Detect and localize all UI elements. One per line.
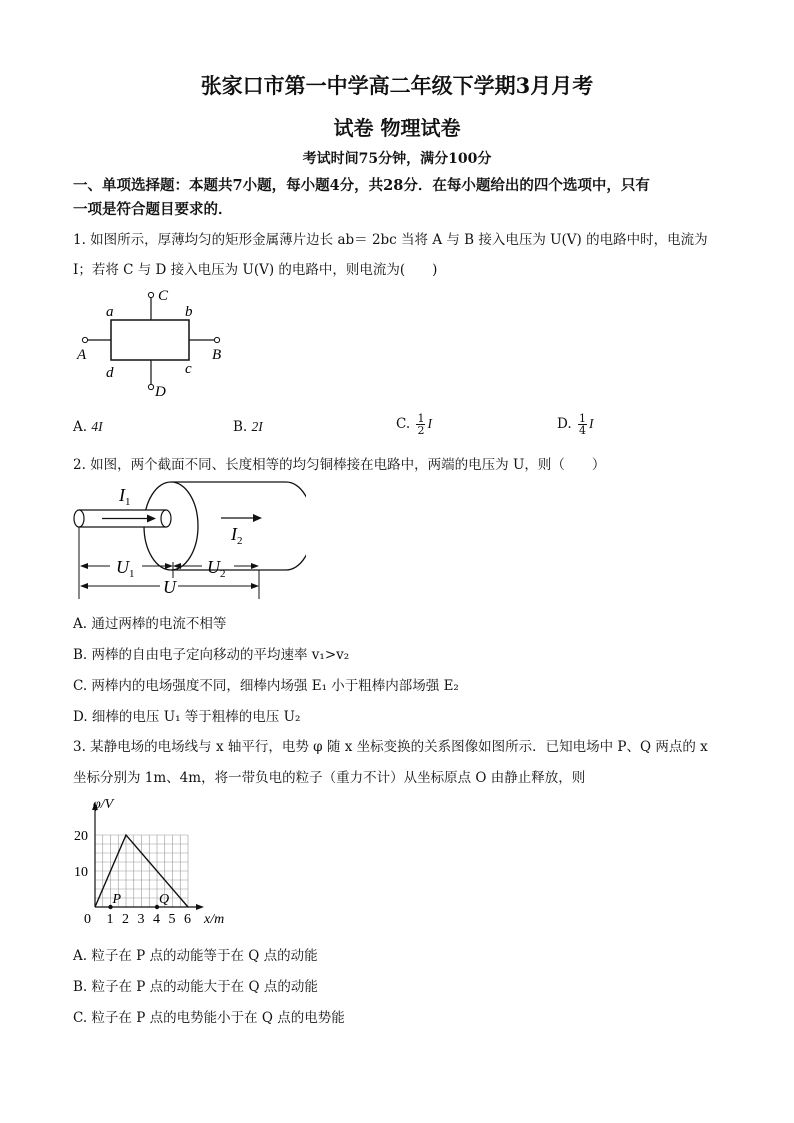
q2-stem: 2. 如图，两个截面不同、长度相等的均匀铜棒接在电路中，两端的电压为 U，则（ ） xyxy=(73,457,606,473)
exam-info: 考试时间75分钟，满分100分 xyxy=(302,151,492,167)
label-U2: $U_2$ xyxy=(207,557,226,580)
section-heading-line1: 一、单项选择题：本题共7小题，每小题4分，共28分．在每小题给出的四个选项中，只有 xyxy=(73,177,650,194)
y-tick-label: 20 xyxy=(74,829,88,844)
q1-option-d[interactable] xyxy=(557,413,593,436)
x-tick-label: 5 xyxy=(168,912,176,927)
x-axis-label: x/m xyxy=(204,912,225,927)
option-text: 4I xyxy=(91,419,103,434)
option-key: C. xyxy=(396,416,411,432)
label-d: d xyxy=(106,365,114,381)
q2-option-d[interactable]: D. 细棒的电压 U₁ 等于粗棒的电压 U₂ xyxy=(73,709,301,725)
q3-option-b[interactable]: B. 粒子在 P 点的动能大于在 Q 点的动能 xyxy=(73,979,318,995)
q1-stem-line2: I；若将 C 与 D 接入电压为 U(V) 的电路中，则电流为( ) xyxy=(73,262,438,278)
x-axis-arrow xyxy=(196,904,204,910)
q1-figure xyxy=(74,285,234,400)
q1-option-a[interactable] xyxy=(73,419,103,435)
label-I2: $I_2$ xyxy=(231,524,243,547)
q1-option-c[interactable] xyxy=(396,413,432,436)
point-label-q: Q xyxy=(159,892,170,907)
fraction: $\frac{1}{4}$ xyxy=(578,412,586,437)
option-text: I xyxy=(427,416,432,431)
option-text: I xyxy=(588,416,594,431)
label-I1: $I_1$ xyxy=(119,485,131,508)
fraction: $\frac{1}{2}$ xyxy=(417,412,425,437)
q3-stem-line2: 坐标分别为 1m、4m，将一带负电的粒子（重力不计）从坐标原点 O 由静止释放，则 xyxy=(73,770,586,786)
thin-rod-end xyxy=(74,510,84,527)
label-C: C xyxy=(158,288,169,304)
y-tick-label: 10 xyxy=(74,865,88,880)
label-D: D xyxy=(155,384,166,400)
terminal-D xyxy=(148,384,153,389)
origin-label: 0 xyxy=(84,912,91,927)
q2-figure xyxy=(66,474,306,602)
terminal-A xyxy=(82,337,87,342)
option-key: D. xyxy=(557,416,572,432)
label-A: A xyxy=(77,347,87,363)
x-tick-label: 3 xyxy=(137,912,145,927)
q3-option-a[interactable]: A. 粒子在 P 点的动能等于在 Q 点的动能 xyxy=(73,948,318,964)
label-a: a xyxy=(106,304,114,320)
x-tick-label: 1 xyxy=(106,912,114,927)
metal-plate xyxy=(111,320,189,360)
chart-grid xyxy=(95,835,188,907)
q1-stem-line1: 1. 如图所示，厚薄均匀的矩形金属薄片边长 ab＝ 2bc 当将 A 与 B 接入电压为 U(V) 的电路中时，电流为 xyxy=(73,232,708,248)
point-label-p: P xyxy=(112,892,122,907)
label-U1: $U_1$ xyxy=(116,557,135,580)
option-key: A. xyxy=(73,419,88,435)
label-U: U xyxy=(163,577,176,597)
q2-option-c[interactable]: C. 两棒内的电场强度不同，细棒内场强 E₁ 小于粗棒内部场强 E₂ xyxy=(73,678,459,694)
phi-x-chart xyxy=(70,794,240,934)
q3-stem-line1: 3. 某静电场的电场线与 x 轴平行，电势 φ 随 x 坐标变换的关系图像如图所示．已知电场中 P、Q 两点的 x xyxy=(73,739,708,755)
exam-subtitle: 试卷 物理试卷 xyxy=(333,116,461,140)
terminal-C xyxy=(148,292,153,297)
section-heading-line2: 一项是符合题目要求的． xyxy=(73,201,233,218)
y-axis-label: φ/V xyxy=(93,797,114,812)
exam-title: 张家口市第一中学高二年级下学期3月月考 xyxy=(200,73,594,98)
label-c: c xyxy=(185,361,192,377)
q2-option-a[interactable]: A. 通过两棒的电流不相等 xyxy=(73,616,227,632)
q1-option-b[interactable] xyxy=(233,419,263,435)
option-key: B. xyxy=(233,419,248,435)
x-tick-label: 2 xyxy=(122,912,129,927)
terminal-B xyxy=(214,337,219,342)
x-tick-label: 6 xyxy=(184,912,191,927)
x-tick-label: 4 xyxy=(153,912,160,927)
label-B: B xyxy=(212,347,222,363)
option-text: 2I xyxy=(251,419,263,434)
label-b: b xyxy=(185,304,193,320)
q2-option-b[interactable]: B. 两棒的自由电子定向移动的平均速率 v₁>v₂ xyxy=(73,647,350,663)
q3-option-c[interactable]: C. 粒子在 P 点的电势能小于在 Q 点的电势能 xyxy=(73,1010,345,1026)
